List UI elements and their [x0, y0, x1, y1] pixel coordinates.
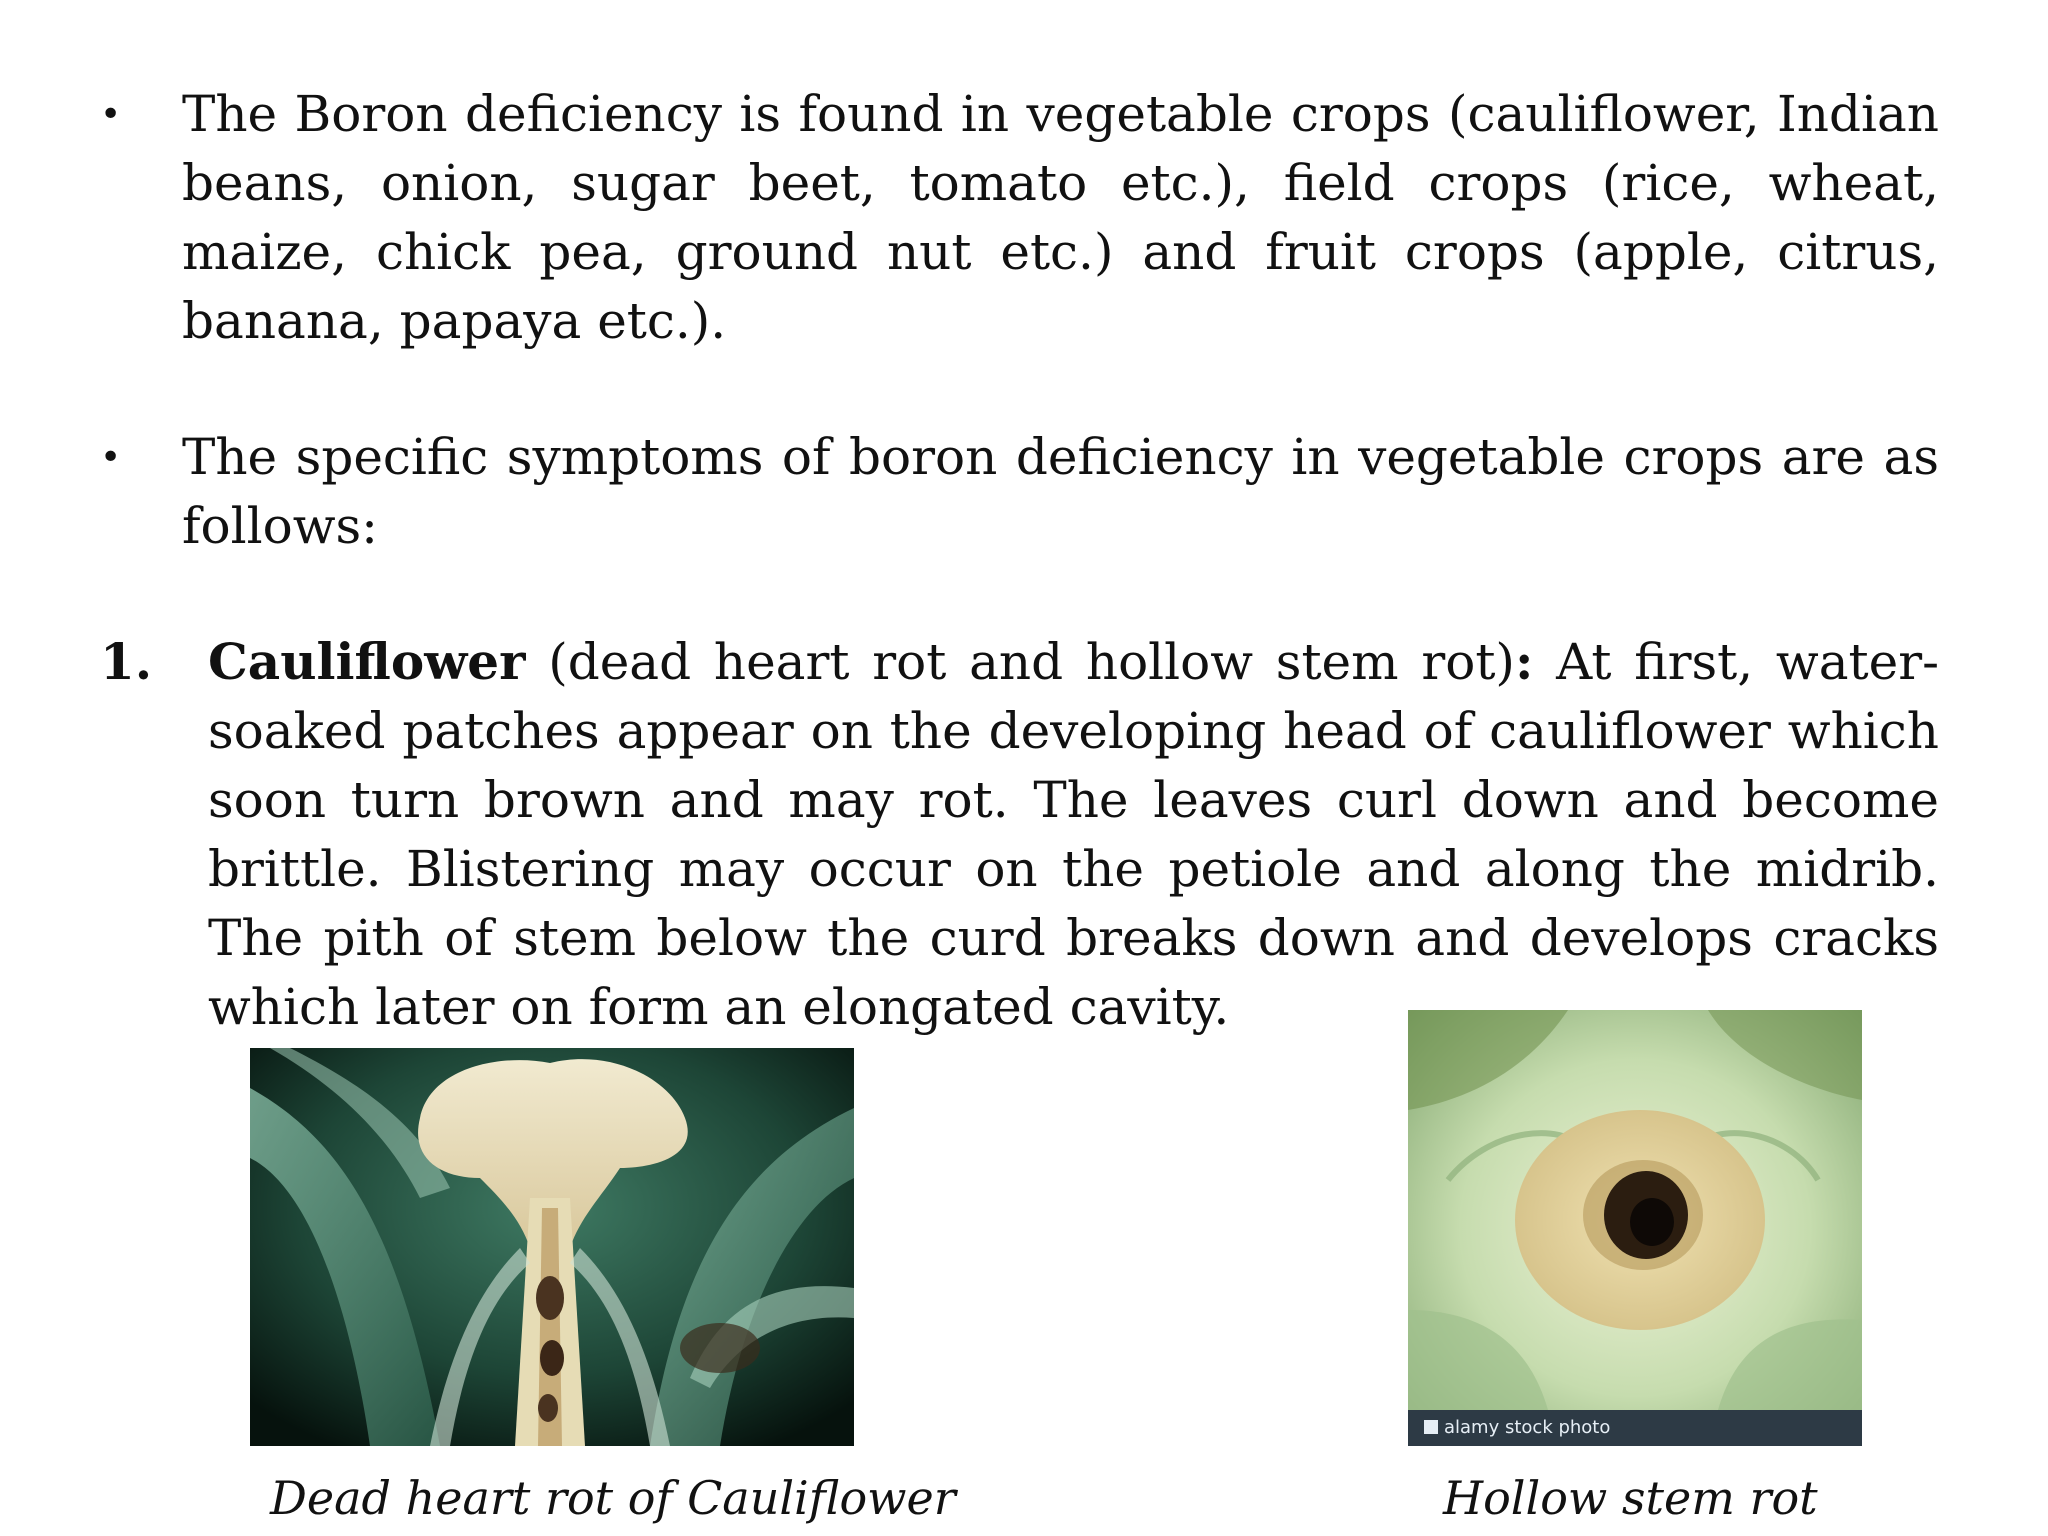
watermark-text: alamy stock photo: [1444, 1417, 1611, 1438]
bullet-marker: •: [100, 94, 122, 135]
caption-hollow-stem-rot: Hollow stem rot: [1443, 1471, 1818, 1525]
disorder-names: (dead heart rot and hollow stem rot): [548, 633, 1515, 691]
caption-dead-heart-rot: Dead heart rot of Cauliflower: [270, 1471, 956, 1525]
hollow-stem-rot-photo: [1408, 1010, 1862, 1446]
dead-heart-rot-photo: [250, 1048, 854, 1446]
cauliflower-cross-section-illustration: [250, 1048, 854, 1446]
numbered-item-text: [208, 627, 1939, 1042]
colon: :: [1514, 632, 1534, 691]
bullet-marker: •: [100, 437, 122, 478]
stock-photo-watermark: [1408, 1410, 1862, 1446]
bullet-text: The Boron deficiency is found in vegetable crops (cauliflower, Indian beans, onion, sugar beet, tomato etc.), field crops (rice, wheat, maize, chick pea, ground nut etc.) and fruit crops (apple, citrus, banana, papaya etc.).: [182, 85, 1939, 350]
crop-name: Cauliflower: [208, 632, 526, 691]
bullet-text: The specific symptoms of boron deficiency in vegetable crops are as follows:: [182, 428, 1939, 555]
list-number: 1.: [100, 632, 153, 691]
cauliflower-stem-cross-section-illustration: [1408, 1010, 1862, 1446]
symptom-description: At first, water-soaked patches appear on the developing head of cauliflower which soon turn brown and may rot. The leaves curl down and become brittle. Blistering may occur on the petiole and along the midrib. The pith of stem below the curd breaks down and develops cracks which later on form an elongated cavity.: [208, 633, 1939, 1036]
alamy-logo-icon: [1424, 1420, 1438, 1434]
